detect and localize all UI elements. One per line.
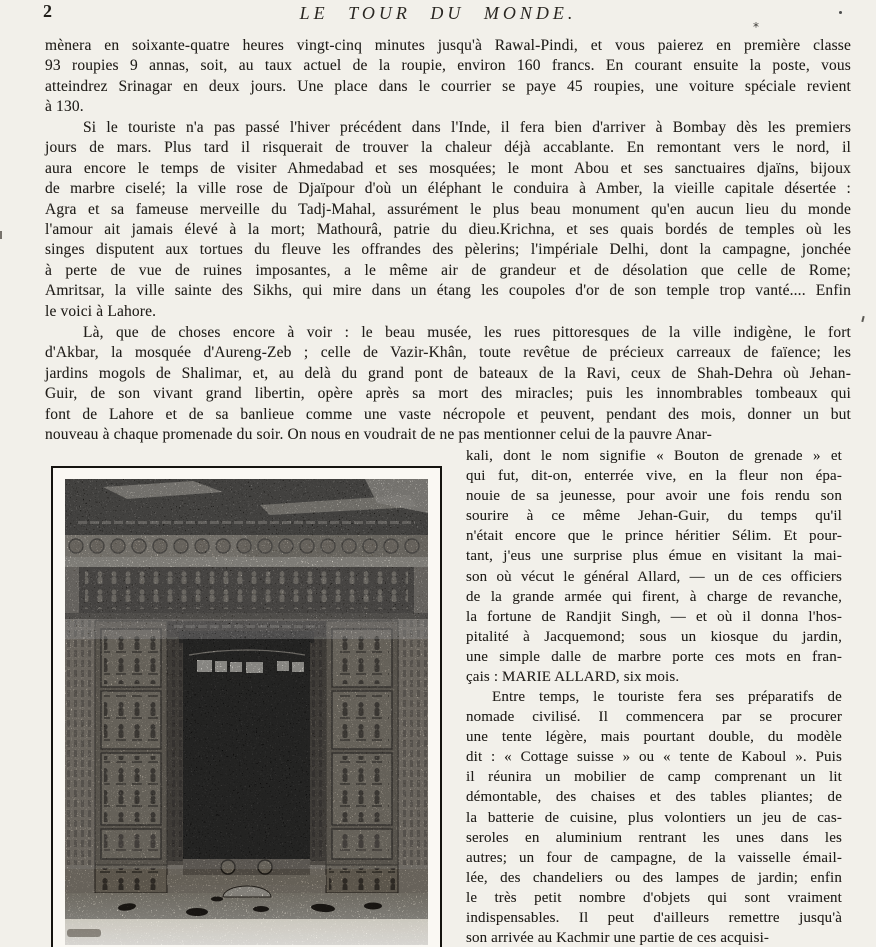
text-line: kali, dont le nom signifie « Bouton de grenade » et <box>466 448 842 464</box>
text-line: son où vécut le général Allard, — un de ces officiers <box>466 568 842 585</box>
text-line: nouveau à chaque promenade du soir. On nous en voudrait de ne pas mentionner celui de la pauvre Anar- <box>45 425 712 443</box>
text-line: nomade civilisé. Il commencera par se procurer <box>466 709 842 726</box>
text-line: dit : « Cottage suisse » ou « tente de Kaboul ». Puis <box>466 749 842 766</box>
paragraph-preparatifs <box>466 687 842 947</box>
text-line: çais : MARIE ALLARD, six mois. <box>466 669 680 686</box>
text-line: l'amour ait jamais élevé à la mort; Mathourâ, patrie du dieu.Krichna, et ses quais bordés de temples où les <box>45 220 851 238</box>
text-line: Guir, de son vivant grand libertin, opère après sa mort des miracles; puis les innombrables tombeaux qui <box>45 385 851 403</box>
text-line: sourire à ce même Jehan-Guir, du temps qu'il <box>466 508 842 525</box>
text-line: à 130. <box>45 98 84 116</box>
text-line: démontable, des chaises et des tables pliantes; de <box>466 789 842 806</box>
text-line: jardins mogols de Shalimar, et, au delà du grand pont de bateaux de la Ravi, ceux de Shah-Dehra où Jehan- <box>45 364 851 382</box>
page-header-title: LE TOUR DU MONDE. <box>299 3 577 23</box>
text-line: atteindrez Srinagar en deux jours. Une place dans le courrier se paye 45 roupies, une voiture spéciale revient <box>45 77 851 95</box>
text-line: qui fut, dit-on, enterrée vive, en la fleur non épa- <box>466 468 842 485</box>
text-line: de marbre ciselé; la ville rose de Djaïpour d'où un éléphant le conduira à Amber, la vieille capitale désertée : <box>45 180 851 198</box>
text-line: de la grande armée qui firent, à charge de revanche, <box>466 588 842 605</box>
text-line: indispensables. Il peut d'ailleurs remettre jusqu'à <box>466 910 842 927</box>
text-line: il réunira un mobilier de camp comprenant un lit <box>466 769 842 786</box>
text-line: son arrivée au Kachmir une partie de ces acquisi- <box>466 930 770 947</box>
text-line: tant, j'eus une surprise plus émue en visitant la mai- <box>466 548 842 565</box>
text-line: la fortune de Randjit Singh, — et où il donna l'hos- <box>466 608 842 625</box>
paragraph-anarkali-allard <box>466 446 842 687</box>
text-line: nouie de sa jeunesse, pour avoir une fois rendu son <box>466 488 842 505</box>
scan-artifact-dot <box>839 11 842 14</box>
text-line: le voici à Lahore. <box>45 302 157 320</box>
text-line: n'était encore que le prince héritier Sélim. Et pour- <box>466 528 842 545</box>
text-line: une tente légère, mais pourtant double, du modèle <box>466 729 842 746</box>
figure-frame <box>51 466 442 947</box>
text-line: d'Akbar, la mosquée d'Aureng-Zeb ; celle de Vazir-Khân, toute revêtue de précieux carreaux de faïence; les <box>45 344 851 362</box>
text-line: le très petit nombre d'objets qui sont vraiment <box>466 889 842 906</box>
text-line: autres; un four de campagne, de la vaisselle émail- <box>466 849 842 866</box>
text-line: mènera en soixante-quatre heures vingt-cinq minutes jusqu'à Rawal-Pindi, et vous paierez en première classe <box>45 37 851 54</box>
text-line: à perte de vue de ruines imposantes, a le même air de grandeur et de désolation que celle de Rome; <box>45 261 851 279</box>
text-line: Si le touriste n'a pas passé l'hiver précédent dans l'Inde, il fera bien d'arriver à Bombay dès les premiers <box>83 119 851 136</box>
temple-doorway-engraving <box>65 479 428 945</box>
scan-artifact-tick <box>861 316 864 322</box>
text-line: aura encore le temps de visiter Ahmedabad et ses mosquées; le mont Abou et ses sanctuaires djaïns, bijoux <box>45 159 851 177</box>
text-line: 93 roupies 9 annas, soit, au taux actuel de la roupie, environ 160 francs. En courant ensuite la poste, vous <box>45 57 851 75</box>
text-line: la batterie de cuisine, plus volontiers un jeu de cas- <box>466 809 842 826</box>
page-number: 2 <box>43 1 53 21</box>
paragraph-itinerary <box>45 118 851 322</box>
text-line: pitalité à Jacquemond; sous un kiosque du jardin, <box>466 628 842 645</box>
paragraph-intro <box>45 36 851 118</box>
text-line: Amritsar, la ville sainte des Sikhs, qui mire dans un étang les coupoles d'or de son temple trop vanté.... Enfin <box>45 282 851 300</box>
carved-temple-doorway-photograph <box>65 479 428 945</box>
text-line: font de Lahore et de sa banlieue comme une vaste nécropole et peuvent, pendant des mois, donner un but <box>45 405 851 423</box>
paragraph-lahore <box>45 323 851 445</box>
text-line: singes disputent aux tortues du fleuve les offrandes des pèlerins; l'impériale Delhi, dont la campagne, jonchée <box>45 241 851 259</box>
scan-artifact-edge <box>0 231 2 239</box>
text-line: jours de mars. Plus tard il risquerait de trouver la chaleur déjà accablante. En remontant vers le nord, il <box>45 139 851 157</box>
text-line: seroles en aluminium rentrant les unes dans les <box>466 829 842 846</box>
text-line: lée, des chandeliers ou des lampes de jardin; enfin <box>466 869 842 886</box>
text-line: Là, que de choses encore à voir : le beau musée, les rues pittoresques de la ville indigène, le fort <box>83 324 851 341</box>
text-line: Entre temps, le touriste fera ses préparatifs de <box>492 689 842 705</box>
scan-artifact-star: * <box>753 20 759 34</box>
text-line: Agra et sa fameuse merveille du Tadj-Mahal, assurément le plus beau monument qu'en aucun lieu du monde <box>45 200 851 218</box>
text-line: une simple dalle de marbre porte ces mots en fran- <box>466 648 842 665</box>
